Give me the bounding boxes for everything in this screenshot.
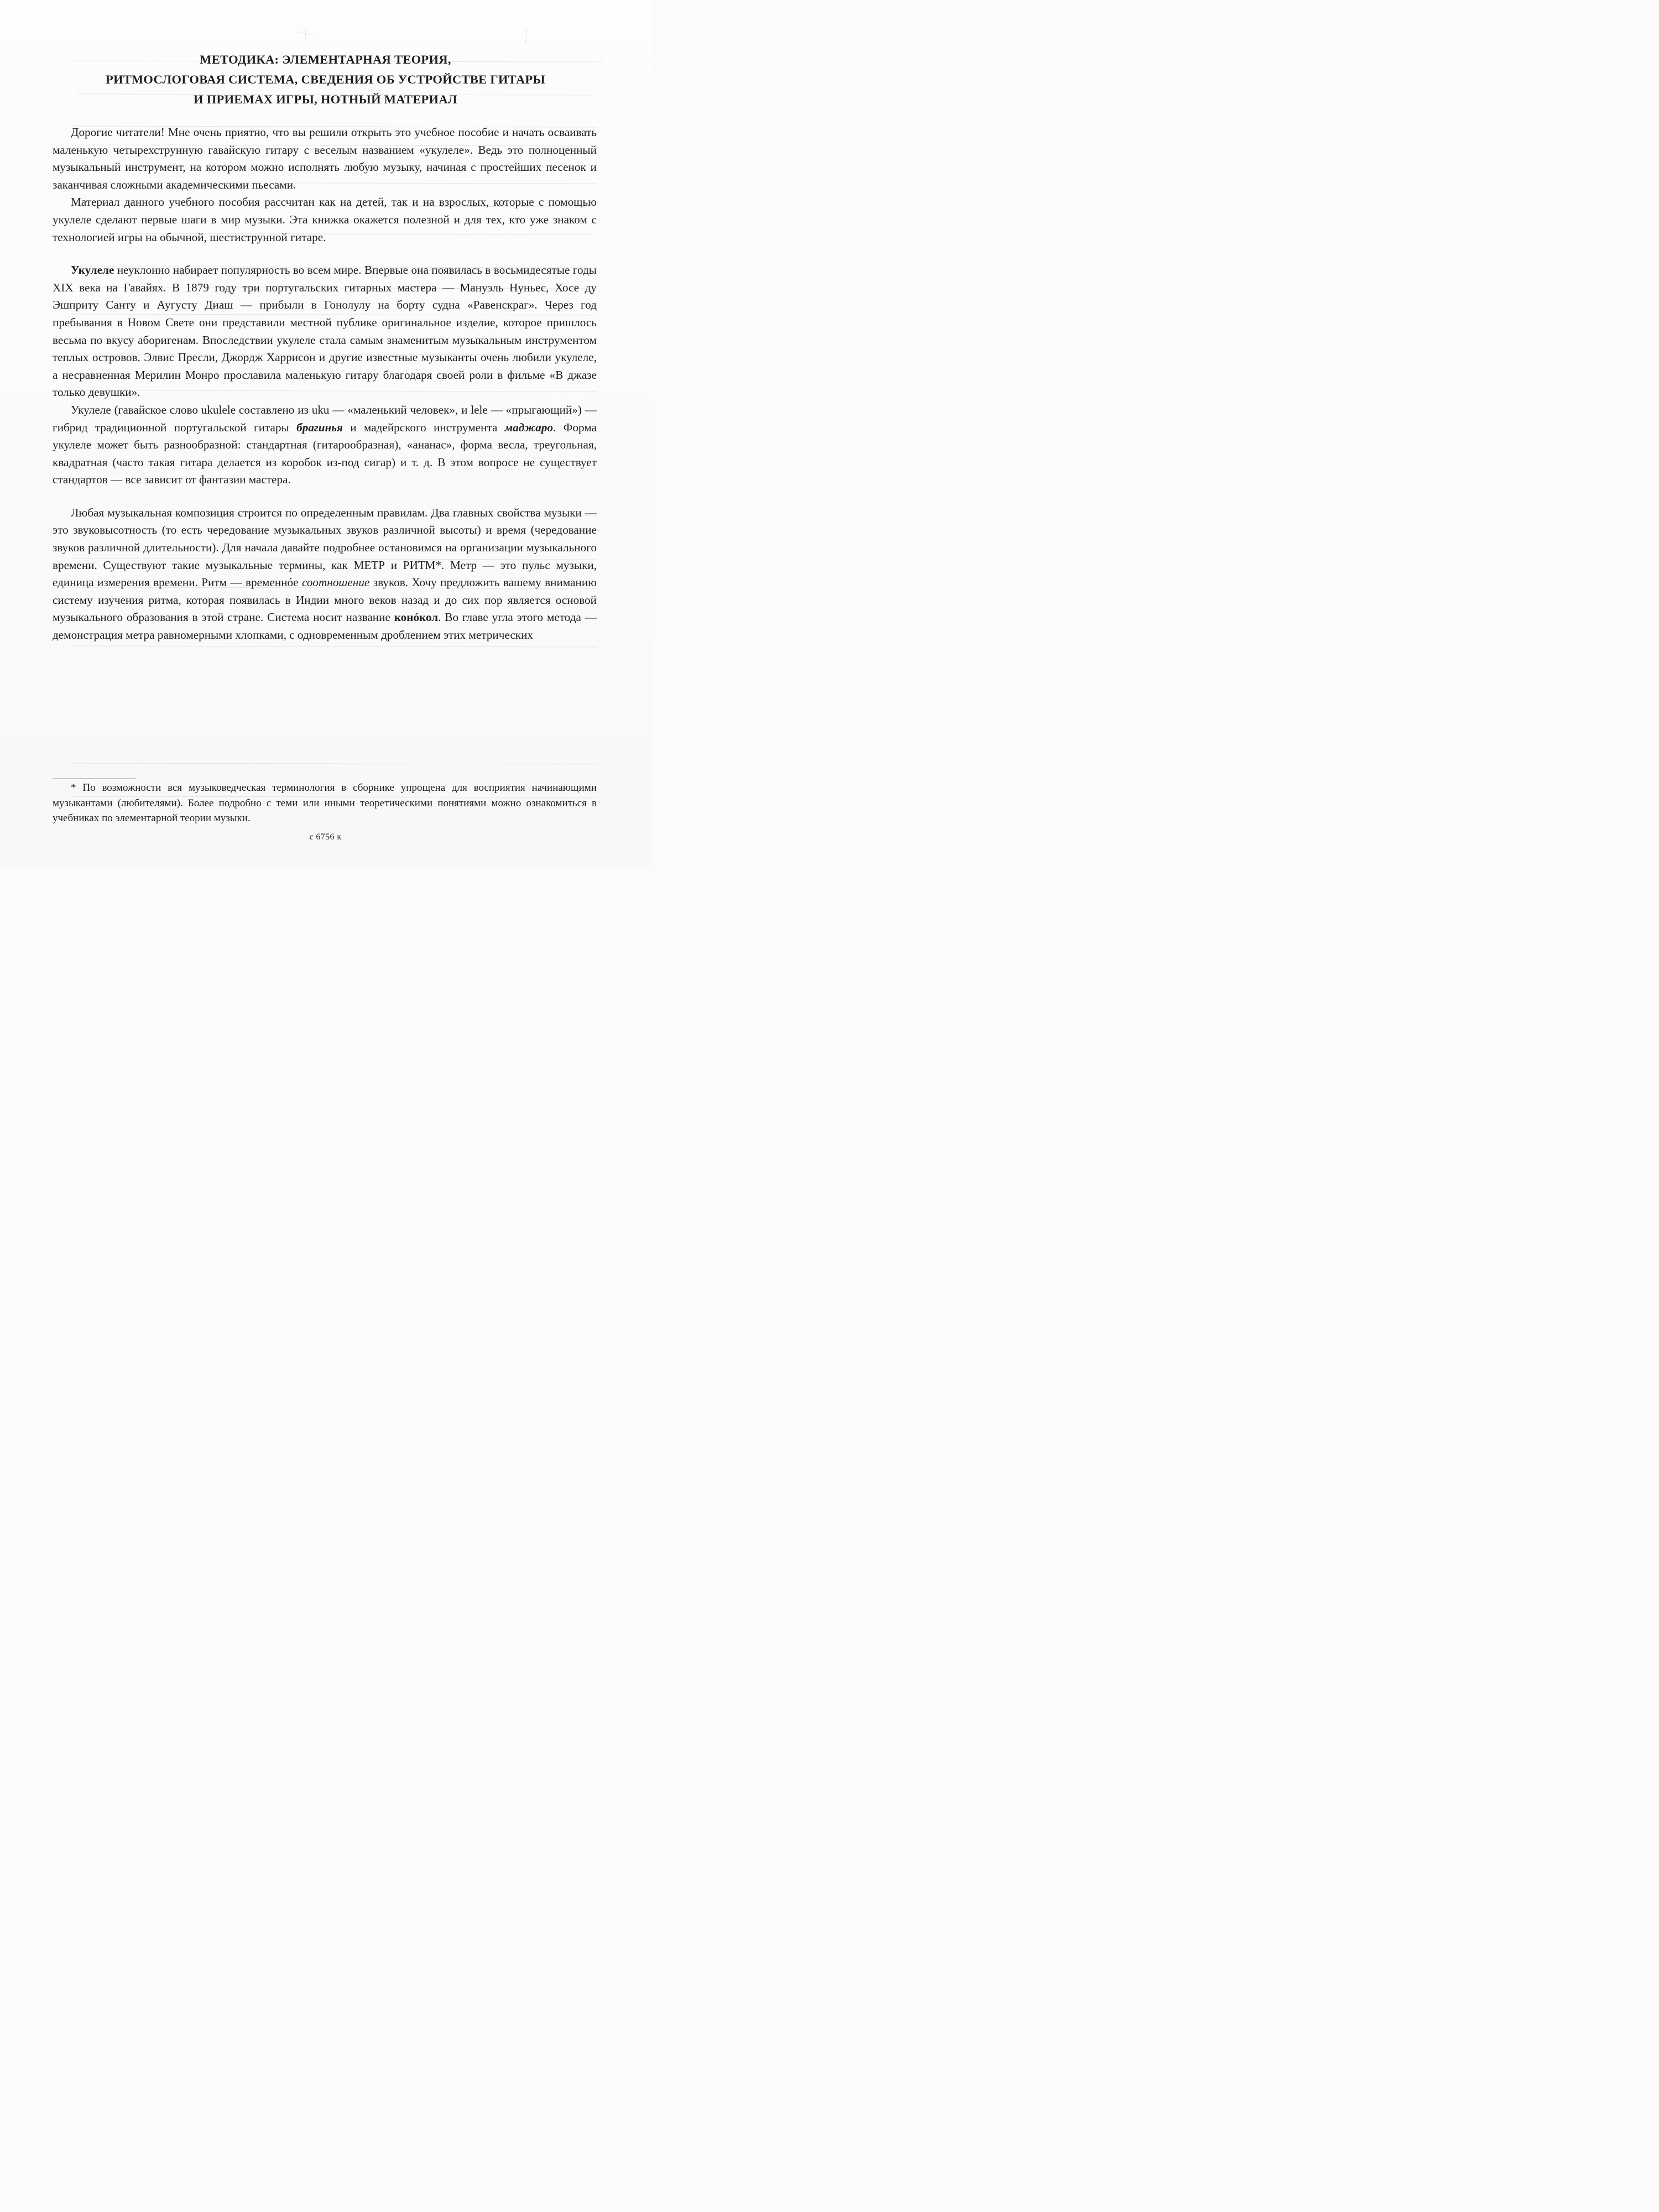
chapter-title bbox=[44, 50, 607, 109]
book-page bbox=[0, 0, 651, 868]
rhythm-text-3: . Во главе угла этого метода — демонстрация метра равномерными хлопками, с одновременным дроблением этих метрических bbox=[53, 611, 597, 642]
origin-text-2: и мадейрского инструмента bbox=[342, 420, 505, 434]
term-madzharo: маджаро bbox=[504, 420, 554, 434]
term-braginya: брагинья bbox=[296, 420, 343, 434]
term-ukulele: Укулеле bbox=[71, 263, 114, 277]
title-line-3: И ПРИЕМАХ ИГРЫ, НОТНЫЙ МАТЕРИАЛ bbox=[194, 92, 457, 106]
term-konokol: конóкол bbox=[394, 611, 439, 624]
paragraph-gap bbox=[53, 246, 597, 262]
history-text: неуклонно набирает популярность во всем мире. Впервые она появилась в восьмидесятые годы XIX века на Гавайях. В 1879 году три португальских гитарных мастера — Мануэль Нуньес, Хосе ду Эшприту Санту и Аугусту Диаш — прибыли в Гонолулу на борту судна «Равенскраг». Через год пребывания в Новом Свете они представили местной публике оригинальное изделие, которое пришлось весьма по вкусу аборигенам. Впоследствии укулеле стала самым знаменитым музыкальным инструментом теплых островов. Элвис Пресли, Джордж Харрисон и другие известные музыканты очень любили укулеле, а несравненная Мерилин Монро прославила маленькую гитару благодаря своей роли в фильме «В джазе только девушки». bbox=[53, 263, 597, 399]
body-text bbox=[53, 124, 597, 644]
origin-text-3: . Форма укулеле может быть разнообразной: стандартная (гитарообразная), «ананас», форма весла, треугольная, квадратная (часто такая гитара делается из коробок из-под сигар) и т. д. В этом вопросе не существует стандартов — все зависит от фантазии мастера. bbox=[53, 420, 597, 487]
paragraph-rhythm bbox=[53, 504, 597, 644]
title-line-2: РИТМОСЛОГОВАЯ СИСТЕМА, СВЕДЕНИЯ ОБ УСТРОЙСТВЕ ГИТАРЫ bbox=[106, 72, 545, 86]
rhythm-text-2: звуков. Хочу предложить вашему вниманию систему изучения ритма, которая появилась в Индии много веков назад и до сих пор является основой музыкального образования в этой стране. Система носит название bbox=[53, 576, 597, 624]
origin-text-1: Укулеле (гавайское слово ukulele составлено из uku — «маленький человек», и lele — «прыгающий») — гибрид традиционной португальской гитары bbox=[53, 403, 597, 434]
paragraph-history bbox=[53, 262, 597, 401]
print-signature: с 6756 к bbox=[309, 832, 342, 842]
paragraph-origin bbox=[53, 401, 597, 489]
rhythm-text-1: Любая музыкальная композиция строится по определенным правилам. Два главных свойства музыки — это звуковысотность (то есть чередование музыкальных звуков различной высоты) и время (чередование звуков различной длительности). Для начала давайте подробнее остановимся на организации музыкального времени. Существуют такие музыкальные термины, как МЕТР и РИТМ*. Метр — это пульс музыки, единица измерения времени. Ритм — временнóе bbox=[53, 505, 597, 589]
paragraph-intro: Дорогие читатели! Мне очень приятно, что вы решили открыть это учебное пособие и начать осваивать маленькую четырехструнную гавайскую гитару с веселым названием «укулеле». Ведь это полноценный музыкальный инструмент, на котором можно исполнять любую музыку, начиная с простейших песенок и заканчивая сложными академическими пьесами. bbox=[53, 126, 597, 191]
paragraph-gap bbox=[53, 489, 597, 504]
footnote: * По возможности вся музыковедческая терминология в сборнике упрощена для восприятия начинающими музыкантами (любителями). Более подробно с теми или иными теоретическими понятиями можно ознакомиться в учебниках по элементарной теории музыки. bbox=[53, 782, 597, 824]
title-line-1: МЕТОДИКА: ЭЛЕМЕНТАРНАЯ ТЕОРИЯ, bbox=[200, 53, 451, 66]
term-sootnoshenie: соотношение bbox=[301, 576, 370, 589]
paragraph-audience: Материал данного учебного пособия рассчитан как на детей, так и на взрослых, которые с помощью укулеле сделают первые шаги в мир музыки. Эта книжка окажется полезной и для тех, кто уже знаком с технологией игры на обычной, шестиструнной гитаре. bbox=[53, 195, 597, 244]
